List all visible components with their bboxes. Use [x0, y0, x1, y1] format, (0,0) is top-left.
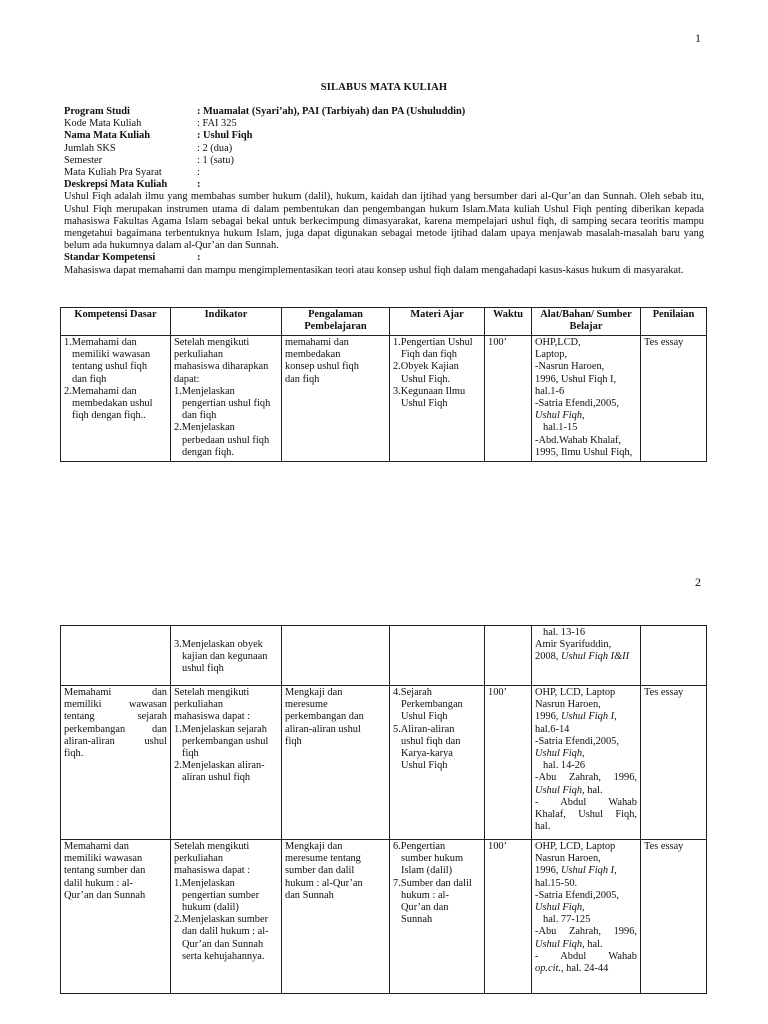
cell-line: Mengkaji dan — [285, 687, 343, 698]
cell-line: Setelah mengikuti — [174, 337, 250, 348]
cell-text: , hal. — [582, 938, 603, 950]
cell-line: Islam (dalil) — [401, 865, 453, 877]
cell-line: hukum : al-Qur’an — [285, 877, 363, 889]
cell-line: hal.15-50. — [535, 877, 578, 889]
info-label: Kode Mata Kuliah — [64, 118, 142, 130]
cell-line: meresume tentang — [285, 853, 361, 865]
course-description: Ushul Fiqh adalah ilmu yang membahas sumber hukum (dalil), hukum, kaidah dan ijtihad yang bersumber dari al-Qur’an dan Sunnah. Oleh sebab itu, Ushul Fiqh merupakan instrumen utama di dalam pembentukan dan pengembangan hukum Islam.Mata kuliah Ushul Fiqh penting diberikan kepada mahasiswa Fakultas Agama Islam sebagai bekal untuk berkecimpung dimasyarakat, karena mempelajari ushul fiqh, di samping secara teoritis mampu mengetahui bagaimana terbentuknya hukum Islam, juga dapat digunakan sebagai metode ijtihad dalam upaya menjawab masalah-masalah baru yang belum ada hukumnya dalam al-Qur’an dan Sunnah. — [64, 191, 704, 252]
cell-line: 1.Memahami dan — [64, 337, 137, 348]
cell-line: hal. 77-125 — [543, 914, 591, 926]
cell-line: Setelah mengikuti — [174, 841, 250, 852]
cell-text: Ushul Fiqh I, — [560, 711, 617, 723]
cell-line: Ushul Fiqh — [401, 398, 448, 410]
info-value: : — [197, 166, 200, 178]
cell-line — [535, 865, 637, 877]
cell-line: membedakan ushul — [72, 398, 153, 410]
info-value: : — [197, 179, 201, 191]
cell-line: 2.Memahami dan — [64, 385, 137, 397]
header-alat: Alat/Bahan/ Sumber Belajar — [532, 308, 641, 336]
cell-line: Ushul Fiqh, — [535, 902, 585, 914]
cell-indikator — [171, 336, 282, 462]
table-row — [61, 840, 707, 994]
cell-line: dalil hukum : al- — [64, 877, 133, 889]
cell-materi — [390, 626, 485, 686]
info-row-prerequisite — [64, 167, 704, 179]
cell-line: Perkembangan — [401, 699, 463, 711]
cell-line: perkuliahan — [174, 349, 224, 361]
cell-line: OHP,LCD, — [535, 337, 581, 348]
cell-line: perkembangan dan — [64, 723, 167, 735]
info-row-code — [64, 118, 704, 130]
cell-line: - Abdul Wahab — [535, 950, 637, 962]
header-pengalaman: Pengalaman Pembelajaran — [282, 308, 390, 336]
cell-line: 3.Menjelaskan obyek — [174, 639, 263, 650]
cell-line: 1995, Ilmu Ushul Fiqh, — [535, 446, 633, 458]
cell-line: dengan fiqh. — [182, 446, 234, 458]
info-label: Program Studi — [64, 106, 130, 117]
header-indikator: Indikator — [171, 308, 282, 336]
cell-line: -Nasrun Haroen, — [535, 361, 605, 373]
cell-materi — [390, 686, 485, 840]
info-label: Semester — [64, 154, 103, 166]
cell-indikator — [171, 840, 282, 994]
cell-line: 4.Sejarah — [393, 687, 432, 698]
cell-text: 1996, — [535, 865, 561, 877]
cell-line: aliran-aliran ushul — [64, 735, 167, 747]
cell-line: hal. 14-26 — [543, 760, 586, 772]
info-label: Mata Kuliah Pra Syarat — [64, 166, 162, 178]
cell-waktu: 100’ — [485, 840, 532, 994]
cell-line — [535, 785, 637, 797]
cell-line: dan fiqh — [182, 410, 217, 422]
cell-line: hukum (dalil) — [182, 902, 239, 914]
cell-pengalaman — [282, 840, 390, 994]
cell-line: 5.Aliran-aliran — [393, 723, 455, 735]
cell-line: Sunnah — [401, 914, 433, 926]
cell-line: pengertian ushul fiqh — [182, 398, 271, 410]
cell-line: Ushul Fiqh — [401, 711, 448, 723]
header-kompetensi: Kompetensi Dasar — [61, 308, 171, 336]
cell-line: dan dalil hukum : al- — [182, 926, 269, 938]
info-label: Jumlah SKS — [64, 142, 116, 154]
table-row — [61, 336, 707, 462]
cell-line: hal.6-14 — [535, 723, 570, 735]
cell-line: 2.Menjelaskan aliran- — [174, 760, 265, 772]
cell-line: memiliki wawasan — [72, 349, 151, 361]
cell-line: hal. 13-16 — [543, 627, 586, 638]
cell-line: - Abdul Wahab — [535, 796, 637, 808]
cell-penilaian — [641, 626, 707, 686]
cell-line: OHP, LCD, Laptop — [535, 841, 616, 852]
cell-pengalaman — [282, 686, 390, 840]
cell-line — [535, 963, 637, 975]
cell-line: pengertian sumber — [182, 889, 260, 901]
cell-alat — [532, 336, 641, 462]
cell-text: Ushul Fiqh — [535, 784, 583, 796]
cell-line: -Satria Efendi,2005, — [535, 398, 619, 410]
cell-line: perkembangan ushul — [182, 735, 269, 747]
cell-materi — [390, 336, 485, 462]
info-row-semester — [64, 155, 704, 167]
cell-line: hal.1-15 — [543, 422, 578, 434]
cell-pengalaman — [282, 626, 390, 686]
cell-text: Ushul Fiqh I, — [560, 865, 617, 877]
cell-alat — [532, 686, 641, 840]
table-header-row — [61, 308, 707, 336]
cell-line: Nasrun Haroen, — [535, 853, 601, 865]
page-number: 1 — [695, 31, 701, 45]
cell-line: 7.Sumber dan dalil — [393, 877, 472, 889]
cell-line: Ushul Fiqh, — [535, 410, 585, 422]
cell-line: 6.Pengertian — [393, 841, 446, 852]
cell-pengalaman — [282, 336, 390, 462]
header-materi: Materi Ajar — [390, 308, 485, 336]
info-value: : 1 (satu) — [197, 154, 234, 166]
info-row-description — [64, 179, 704, 191]
header-waktu: Waktu — [485, 308, 532, 336]
cell-text: , hal. — [582, 784, 603, 796]
standar-text: Mahasiswa dapat memahami dan mampu mengimplementasikan teori atau konsep ushul fiqh dalam mengahadapi kasus-kasus hukum di masyarakat. — [64, 264, 684, 276]
standar-heading — [64, 252, 704, 264]
cell-line: Khalaf, Ushul Fiqh, — [535, 809, 637, 821]
cell-line: 2.Menjelaskan — [174, 422, 235, 434]
cell-line: fiqh — [285, 735, 302, 747]
cell-line: meresume — [285, 699, 328, 711]
cell-line: -Satria Efendi,2005, — [535, 889, 619, 901]
cell-indikator — [171, 626, 282, 686]
cell-line: Qur’an dan — [401, 902, 449, 914]
table-row — [61, 686, 707, 840]
cell-line: memahami dan — [285, 337, 349, 348]
info-row-sks — [64, 143, 704, 155]
cell-line: Laptop, — [535, 349, 568, 361]
cell-line: 2.Menjelaskan sumber — [174, 914, 269, 926]
cell-line: -Abu Zahrah, 1996, — [535, 772, 637, 784]
cell-waktu — [485, 626, 532, 686]
info-row-name — [64, 130, 704, 142]
cell-line: dan Sunnah — [285, 889, 334, 901]
course-info — [64, 106, 704, 277]
cell-text: Ushul Fiqh — [535, 938, 583, 950]
cell-line: sumber hukum — [401, 853, 464, 865]
cell-line: -Abd.Wahab Khalaf, — [535, 434, 622, 446]
cell-line: 1.Menjelaskan — [174, 385, 235, 397]
cell-waktu: 100’ — [485, 336, 532, 462]
cell-text: Ushul Fiqh I&II — [560, 651, 630, 663]
cell-kompetensi — [61, 686, 171, 840]
cell-line: mahasiswa diharapkan — [174, 361, 269, 373]
info-value: : Muamalat (Syari’ah), PAI (Tarbiyah) dan PA (Ushuluddin) — [197, 106, 466, 117]
standar-colon: : — [197, 252, 201, 264]
cell-line: 1.Menjelaskan sejarah — [174, 723, 267, 735]
cell-line — [535, 939, 637, 951]
cell-line: perbedaan ushul fiqh — [182, 434, 270, 446]
cell-line: Mengkaji dan — [285, 841, 343, 852]
cell-alat — [532, 840, 641, 994]
cell-line: perkuliahan — [174, 853, 224, 865]
cell-line: dapat: — [174, 373, 200, 385]
cell-materi — [390, 840, 485, 994]
cell-line: tentang sejarah — [64, 711, 167, 723]
cell-penilaian: Tes essay — [641, 686, 707, 840]
cell-line: Memahami dan — [64, 687, 167, 698]
cell-line: hal.1-6 — [535, 385, 565, 397]
info-label: Deskrepsi Mata Kuliah — [64, 179, 168, 191]
cell-penilaian: Tes essay — [641, 840, 707, 994]
cell-line: Qur’an dan Sunnah — [182, 938, 264, 950]
cell-line: sumber dan dalil — [285, 865, 355, 877]
info-row-program — [64, 106, 704, 118]
standar-label: Standar Kompetensi — [64, 252, 156, 264]
cell-line: Ushul Fiqh, — [535, 748, 585, 760]
cell-indikator — [171, 686, 282, 840]
cell-line: Setelah mengikuti — [174, 687, 250, 698]
document-title: SILABUS MATA KULIAH — [320, 82, 448, 93]
cell-line — [535, 651, 637, 663]
cell-kompetensi — [61, 336, 171, 462]
cell-line: membedakan — [285, 349, 341, 361]
cell-line: memiliki wawasan — [64, 699, 167, 711]
cell-line: perkembangan dan — [285, 711, 364, 723]
cell-line: kajian dan kegunaan — [182, 651, 268, 663]
cell-line: 1.Pengertian Ushul — [393, 337, 473, 348]
cell-line — [535, 711, 637, 723]
table-row — [61, 626, 707, 686]
cell-line: 2.Obyek Kajian — [393, 361, 459, 373]
cell-text: 2008, — [535, 651, 561, 663]
header-penilaian: Penilaian — [641, 308, 707, 336]
cell-line: fiqh dengan fiqh.. — [72, 410, 146, 422]
cell-line: OHP, LCD, Laptop — [535, 687, 616, 698]
cell-line: serta kehujahannya. — [182, 950, 265, 962]
cell-line: aliran-aliran ushul — [285, 723, 361, 735]
cell-line: dan fiqh — [285, 373, 320, 385]
cell-alat — [532, 626, 641, 686]
cell-line: ushul fiqh — [182, 663, 224, 675]
info-value: : FAI 325 — [197, 118, 237, 130]
cell-line: aliran ushul fiqh — [182, 772, 251, 784]
cell-text: , hal. 24-44 — [560, 963, 609, 975]
cell-line: 1996, Ushul Fiqh I, — [535, 373, 617, 385]
info-label: Nama Mata Kuliah — [64, 130, 151, 142]
cell-line: perkuliahan — [174, 699, 224, 711]
cell-line: mahasiswa dapat : — [174, 865, 251, 877]
cell-line: Qur’an dan Sunnah — [64, 889, 146, 901]
info-value: : 2 (dua) — [197, 142, 233, 154]
cell-line: -Satria Efendi,2005, — [535, 735, 619, 747]
cell-line: Fiqh dan fiqh — [401, 349, 457, 361]
cell-waktu: 100’ — [485, 686, 532, 840]
cell-line: ushul fiqh dan — [401, 735, 461, 747]
cell-line: tentang sumber dan — [64, 865, 146, 877]
cell-line: hukum : al- — [401, 889, 449, 901]
syllabus-table-page1 — [60, 307, 707, 462]
syllabus-table-page2 — [60, 625, 707, 994]
cell-line: Karya-karya — [401, 748, 453, 760]
info-value: : Ushul Fiqh — [197, 130, 253, 142]
cell-line: dan fiqh — [72, 373, 107, 385]
cell-line: fiqh. — [64, 748, 84, 760]
cell-line: memiliki wawasan — [64, 853, 143, 865]
cell-line: Nasrun Haroen, — [535, 699, 601, 711]
cell-line: konsep ushul fiqh — [285, 361, 359, 373]
cell-text: 1996, — [535, 711, 561, 723]
cell-line: mahasiswa dapat : — [174, 711, 251, 723]
cell-line: fiqh — [182, 748, 199, 760]
cell-line: Ushul Fiqh — [401, 760, 448, 772]
cell-line: 1.Menjelaskan — [174, 877, 235, 889]
cell-line: 3.Kegunaan Ilmu — [393, 385, 466, 397]
page-number: 2 — [695, 575, 701, 589]
cell-line: -Abu Zahrah, 1996, — [535, 926, 637, 938]
cell-text: op.cit. — [535, 963, 561, 975]
cell-line: hal. — [535, 821, 551, 833]
cell-kompetensi — [61, 626, 171, 686]
cell-kompetensi — [61, 840, 171, 994]
cell-line: Ushul Fiqh. — [401, 373, 451, 385]
cell-penilaian: Tes essay — [641, 336, 707, 462]
cell-line: Amir Syarifuddin, — [535, 639, 612, 651]
cell-line: tentang ushul fiqh — [72, 361, 148, 373]
cell-line: Memahami dan — [64, 841, 129, 852]
